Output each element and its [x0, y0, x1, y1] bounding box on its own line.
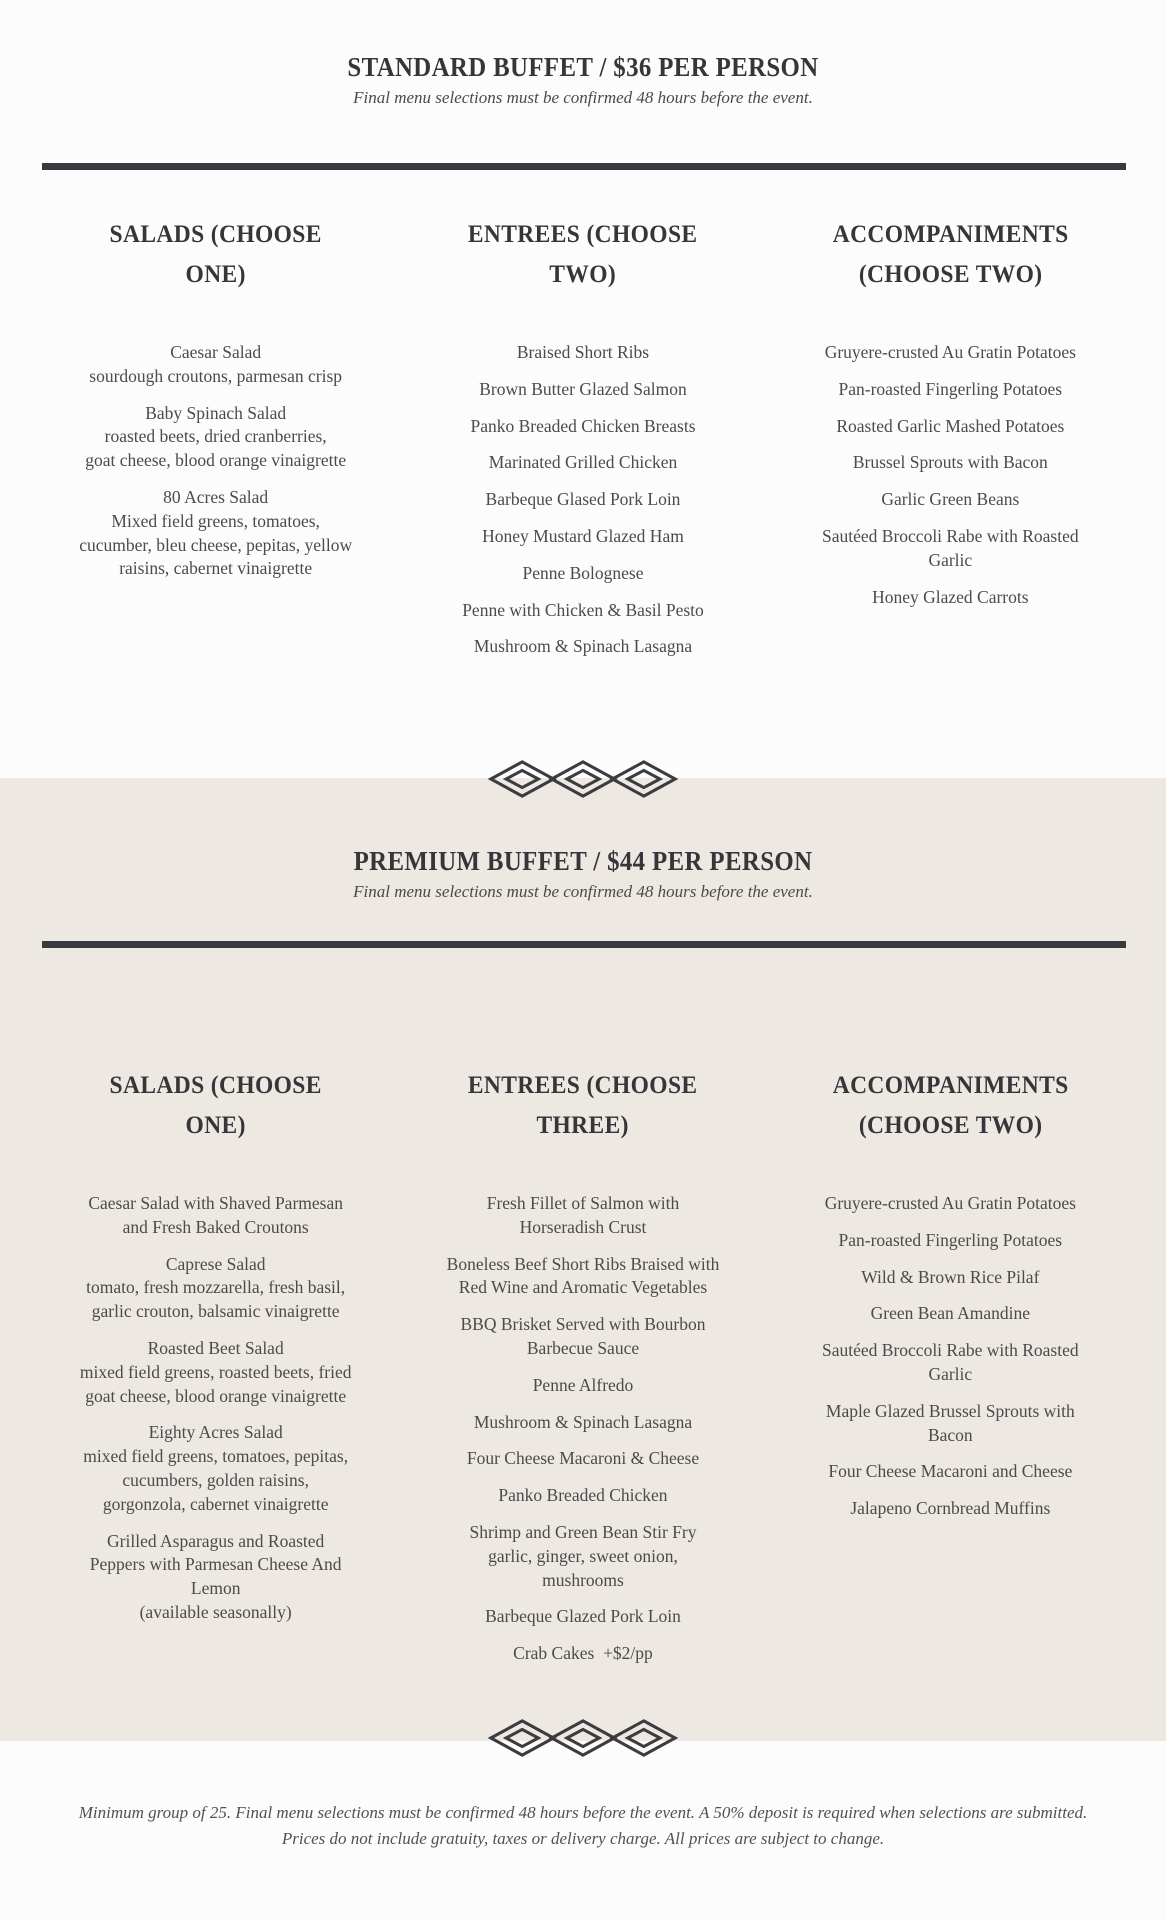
menu-item [46, 402, 385, 473]
menu-item-line: raisins, cabernet vinaigrette [119, 558, 313, 579]
menu-item-line: Penne Bolognese [522, 562, 644, 583]
menu-item-line: Crab Cakes +$2/pp [513, 1643, 653, 1664]
menu-item [413, 1192, 752, 1240]
menu-item-line: gorgonzola, cabernet vinaigrette [102, 1493, 329, 1514]
menu-item-line: Brown Butter Glazed Salmon [479, 378, 687, 399]
menu-item-line: Peppers with Parmesan Cheese And [89, 1554, 342, 1575]
column-header: ENTREES (CHOOSE THREE) [468, 1072, 698, 1139]
menu-item-line: Caprese Salad [165, 1253, 266, 1274]
menu-item [781, 586, 1120, 610]
menu-item-line: roasted beets, dried cranberries, [104, 426, 327, 447]
menu-item-line: Mixed field greens, tomatoes, [111, 510, 320, 531]
premium-section-header [0, 846, 1166, 902]
menu-item [781, 1229, 1120, 1253]
menu-item-list [781, 341, 1120, 609]
menu-item [781, 451, 1120, 475]
standard-columns [46, 215, 1120, 672]
standard-divider-rule [42, 163, 1126, 170]
menu-item-list [413, 341, 752, 659]
menu-item-line: Caesar Salad with Shaved Parmesan [88, 1193, 343, 1213]
premium-columns [46, 1066, 1120, 1679]
menu-item-line: tomato, fresh mozzarella, fresh basil, [86, 1277, 346, 1298]
menu-item-line: Baby Spinach Salad [145, 402, 287, 423]
menu-item [781, 1302, 1120, 1326]
menu-item-line: BBQ Brisket Served with Bourbon [460, 1314, 706, 1335]
menu-item [413, 341, 752, 365]
menu-item [46, 1530, 385, 1625]
standard-section-subtitle: Final menu selections must be confirmed 48 hours before the event. [353, 88, 813, 107]
menu-item-line: Wild & Brown Rice Pilaf [861, 1266, 1040, 1287]
menu-item [413, 1313, 752, 1361]
menu-item [781, 341, 1120, 365]
menu-item [413, 1521, 752, 1592]
menu-item [413, 1484, 752, 1508]
menu-item [46, 341, 385, 389]
menu-item [413, 1253, 752, 1301]
menu-item-line: Maple Glazed Brussel Sprouts with [825, 1400, 1075, 1421]
premium-section-title: PREMIUM BUFFET / $44 PER PERSON [353, 846, 813, 876]
menu-item-line: Garlic [928, 1363, 973, 1384]
menu-item-line: (available seasonally) [139, 1601, 292, 1622]
menu-item [413, 562, 752, 586]
diamond-divider-ornament [487, 1719, 679, 1757]
column-header: ACCOMPANIMENTS (CHOOSE TWO) [832, 1072, 1069, 1139]
menu-item-line: Bacon [927, 1424, 973, 1445]
menu-item-line: Gruyere-crusted Au Gratin Potatoes [824, 1193, 1076, 1213]
diamond-ornament-icon [487, 1719, 679, 1757]
menu-item-line: Green Bean Amandine [870, 1303, 1031, 1324]
menu-item [781, 525, 1120, 573]
menu-item-line: 80 Acres Salad [163, 486, 269, 507]
menu-item [781, 1460, 1120, 1484]
menu-item-line: garlic, ginger, sweet onion, [488, 1545, 678, 1566]
menu-item [46, 1192, 385, 1240]
premium-section-subtitle: Final menu selections must be confirmed 48 hours before the event. [353, 882, 813, 901]
menu-item [413, 1447, 752, 1471]
menu-item-line: Fresh Fillet of Salmon with [486, 1193, 680, 1213]
menu-item-line: sourdough croutons, parmesan crisp [89, 365, 343, 386]
menu-item [413, 451, 752, 475]
menu-item [413, 378, 752, 402]
menu-item-line: Boneless Beef Short Ribs Braised with [446, 1253, 720, 1274]
menu-item [46, 1253, 385, 1324]
menu-item-line: Four Cheese Macaroni & Cheese [466, 1448, 700, 1469]
menu-item [781, 1192, 1120, 1216]
diamond-ornament-icon [487, 760, 679, 798]
column-header: ACCOMPANIMENTS (CHOOSE TWO) [832, 221, 1069, 288]
menu-item-line: Penne with Chicken & Basil Pesto [462, 599, 704, 620]
menu-item-line: Barbeque Glased Pork Loin [485, 489, 681, 510]
menu-item-line: Honey Glazed Carrots [872, 586, 1029, 607]
menu-item-line: Red Wine and Aromatic Vegetables [458, 1277, 708, 1298]
menu-item-line: Panko Breaded Chicken Breasts [470, 415, 696, 436]
menu-item [46, 1337, 385, 1408]
menu-item-line: Garlic Green Beans [881, 489, 1020, 510]
standard-section-header [0, 52, 1166, 108]
menu-item [46, 486, 385, 581]
menu-item-line: mixed field greens, roasted beets, fried [79, 1361, 352, 1382]
menu-item-line: Lemon [190, 1578, 241, 1599]
menu-item [413, 488, 752, 512]
menu-item [413, 1374, 752, 1398]
menu-item-line: Honey Mustard Glazed Ham [482, 525, 684, 546]
menu-item-list [46, 341, 385, 581]
menu-item-line: Caesar Salad [170, 342, 262, 362]
menu-item-line: Eighty Acres Salad [148, 1422, 283, 1443]
menu-item-line: Panko Breaded Chicken [498, 1485, 668, 1506]
footer-terms-note: Minimum group of 25. Final menu selections must be confirmed 48 hours before the event. A 50% deposit is required when selections are submitted. Prices do not include gratuity, taxes or delivery charge. All prices are subject to change. [78, 1803, 1088, 1849]
column-header: ENTREES (CHOOSE TWO) [468, 221, 698, 288]
menu-item-list [46, 1192, 385, 1625]
menu-item-line: goat cheese, blood orange vinaigrette [85, 1385, 347, 1406]
menu-item-line: Horseradish Crust [519, 1216, 647, 1237]
menu-item [781, 415, 1120, 439]
menu-item-line: mixed field greens, tomatoes, pepitas, [83, 1446, 349, 1467]
menu-column [46, 1066, 385, 1679]
menu-item-line: mushrooms [542, 1569, 624, 1590]
menu-item-line: Roasted Beet Salad [147, 1337, 284, 1358]
menu-item [781, 378, 1120, 402]
menu-column [46, 215, 385, 672]
column-header: SALADS (CHOOSE ONE) [109, 221, 322, 288]
menu-item-line: Gruyere-crusted Au Gratin Potatoes [824, 342, 1076, 362]
menu-item-line: Roasted Garlic Mashed Potatoes [836, 415, 1065, 436]
menu-item [46, 1421, 385, 1516]
menu-item-line: Mushroom & Spinach Lasagna [473, 636, 693, 657]
menu-item [781, 1339, 1120, 1387]
menu-column [781, 1066, 1120, 1679]
menu-item-line: goat cheese, blood orange vinaigrette [85, 450, 347, 471]
menu-item-line: cucumber, bleu cheese, pepitas, yellow [79, 534, 353, 555]
menu-item [781, 1497, 1120, 1521]
menu-item-line: Garlic [928, 549, 973, 570]
menu-item-line: Grilled Asparagus and Roasted [107, 1530, 325, 1551]
standard-section-title: STANDARD BUFFET / $36 PER PERSON [347, 52, 819, 82]
menu-item [413, 415, 752, 439]
menu-item-line: Sautéed Broccoli Rabe with Roasted [822, 1340, 1079, 1361]
menu-item-line: Penne Alfredo [532, 1374, 634, 1395]
menu-item-line: cucumbers, golden raisins, [122, 1469, 309, 1490]
menu-column [413, 215, 752, 672]
menu-item-line: Pan-roasted Fingerling Potatoes [838, 378, 1063, 399]
menu-item-line: and Fresh Baked Croutons [122, 1216, 309, 1237]
menu-item-line: Marinated Grilled Chicken [488, 452, 678, 473]
menu-item [781, 1266, 1120, 1290]
diamond-divider-ornament [487, 760, 679, 798]
premium-divider-rule [42, 941, 1126, 948]
menu-item-line: Sautéed Broccoli Rabe with Roasted [822, 525, 1079, 546]
menu-column [413, 1066, 752, 1679]
menu-item [413, 1411, 752, 1435]
menu-item [413, 1605, 752, 1629]
menu-item [781, 1400, 1120, 1448]
menu-item-list [781, 1192, 1120, 1521]
menu-item [413, 635, 752, 659]
column-header: SALADS (CHOOSE ONE) [109, 1072, 322, 1139]
menu-item-line: Barbecue Sauce [526, 1337, 640, 1358]
menu-item-line: Brussel Sprouts with Bacon [852, 452, 1048, 473]
menu-item-line: Jalapeno Cornbread Muffins [850, 1498, 1051, 1519]
menu-item-line: Braised Short Ribs [516, 342, 650, 362]
menu-item-line: Barbeque Glazed Pork Loin [485, 1606, 681, 1627]
menu-item-line: Four Cheese Macaroni and Cheese [828, 1461, 1073, 1482]
menu-item [413, 599, 752, 623]
menu-item [781, 488, 1120, 512]
menu-column [781, 215, 1120, 672]
menu-item-line: Pan-roasted Fingerling Potatoes [838, 1229, 1063, 1250]
menu-item-line: garlic crouton, balsamic vinaigrette [91, 1301, 340, 1322]
menu-item [413, 1642, 752, 1666]
menu-item-line: Mushroom & Spinach Lasagna [473, 1411, 693, 1432]
menu-item-list [413, 1192, 752, 1666]
menu-item [413, 525, 752, 549]
menu-item-line: Shrimp and Green Bean Stir Fry [469, 1521, 697, 1542]
